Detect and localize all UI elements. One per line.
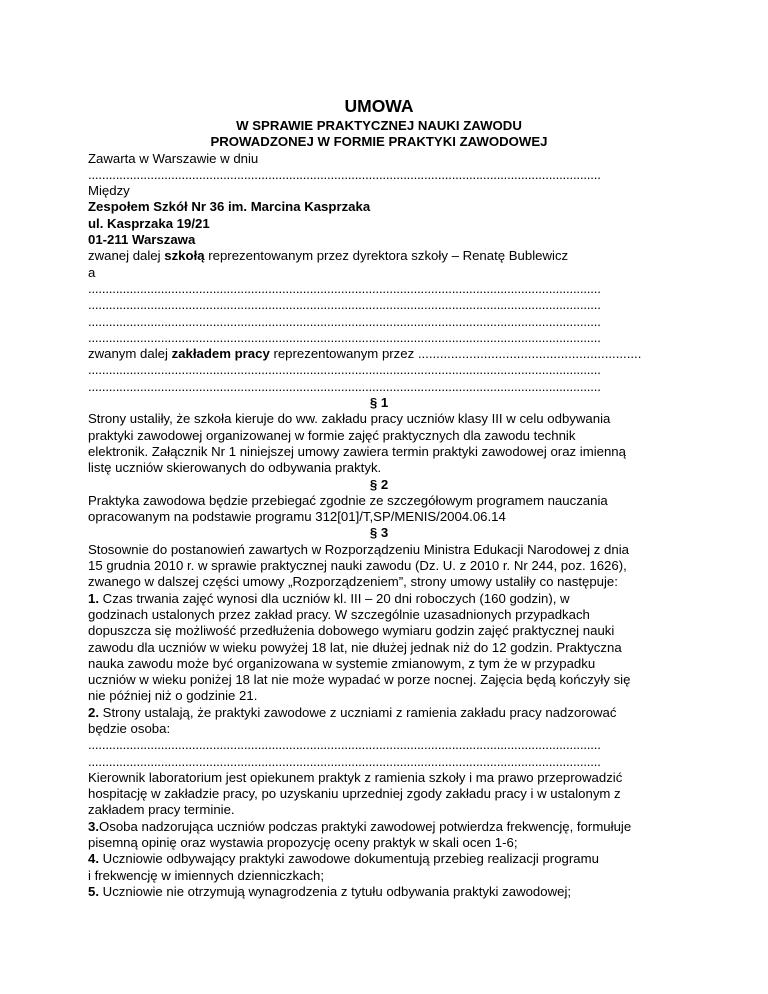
section-3-line: zwanego w dalszej części umowy „Rozporządzeniem”, strony umowy ustaliły co następuje: [88, 574, 618, 590]
workplace-fill-line-4: .................................................................................................................................................... [88, 329, 601, 345]
workplace-called-bold: zakładem pracy [171, 346, 270, 362]
item-5-number: 5. [88, 883, 99, 899]
section-3-line: Stosownie do postanowień zawartych w Rozporządzeniu Ministra Edukacji Narodowej z dnia [88, 541, 629, 557]
school-name: Zespołem Szkół Nr 36 im. Marcina Kasprzaka [88, 199, 371, 215]
section-1-heading: § 1 [369, 395, 389, 411]
school-called-bold: szkołą [164, 248, 205, 264]
school-city: 01-211 Warszawa [88, 232, 196, 248]
date-fill-line: .................................................................................................................................................... [88, 166, 601, 182]
document-title: UMOWA [344, 96, 414, 116]
item-1-text: Czas trwania zajęć wynosi dla uczniów kl. III – 20 dni roboczych (160 godzin), w [99, 590, 570, 606]
item-5-first-line [88, 884, 670, 900]
item-3-first-line [88, 819, 670, 835]
school-called-after: reprezentowanym przez dyrektora szkoły – Renatę Bublewicz [204, 248, 569, 264]
item-1-line: dopuszcza się możliwość przedłużenia dobowego wymiaru godzin zajęć praktycznej nauki [88, 623, 615, 639]
workplace-fill-line-1: .................................................................................................................................................... [88, 280, 601, 296]
section-1-line: praktyki zawodowej organizowanej w formie zajęć praktycznych dla zawodu technik [88, 427, 576, 443]
section-3-heading: § 3 [369, 525, 389, 541]
school-called-line [88, 248, 670, 264]
item-2-number: 2. [88, 704, 99, 720]
item-1-number: 1. [88, 590, 99, 606]
document-page [88, 96, 670, 900]
item-1-line: nauka zawodu może być organizowana w systemie zmianowym, z tym że w przypadku [88, 655, 596, 671]
section-1-line: elektronik. Załącznik Nr 1 niniejszej umowy zawiera termin praktyki zawodowej oraz imienną [88, 443, 626, 459]
representative-fill-line-1: .................................................................................................................................................... [88, 362, 601, 378]
section-2-line: opracowanym na podstawie programu 312[01]/T,SP/MENIS/2004.06.14 [88, 509, 506, 525]
workplace-fill-line-3: .................................................................................................................................................... [88, 313, 601, 329]
school-called-before: zwanej dalej [88, 248, 165, 264]
between-text: Między [88, 183, 130, 199]
supervisor-fill-line-1: .................................................................................................................................................... [88, 737, 601, 753]
item-4-first-line [88, 851, 670, 867]
representative-fill-line-2: .................................................................................................................................................... [88, 378, 601, 394]
supervisor-line: zakładem pracy terminie. [88, 802, 235, 818]
workplace-called-before: zwanym dalej [88, 346, 172, 362]
workplace-called-after: reprezentowanym przez [269, 346, 418, 362]
representative-fill: ............................................................. [417, 346, 642, 362]
item-2-text: Strony ustalają, że praktyki zawodowe z uczniami z ramienia zakładu pracy nadzorować [99, 704, 617, 720]
and-text: a [88, 264, 96, 280]
item-3-number: 3. [88, 818, 99, 834]
supervisor-fill-line-2: .................................................................................................................................................... [88, 753, 601, 769]
school-street: ul. Kasprzaka 19/21 [88, 215, 210, 231]
workplace-fill-line-2: .................................................................................................................................................... [88, 297, 601, 313]
item-2-line: będzie osoba: [88, 720, 171, 736]
item-5-text: Uczniowie nie otrzymują wynagrodzenia z tytułu odbywania praktyki zawodowej; [99, 883, 572, 899]
document-subtitle-line-2: PROWADZONEJ W FORMIE PRAKTYKI ZAWODOWEJ [210, 134, 548, 150]
supervisor-line: Kierownik laboratorium jest opiekunem praktyk z ramienia szkoły i ma prawo przeprowadzić [88, 769, 623, 785]
item-1-line: zawodu dla uczniów w wieku powyżej 18 lat, nie dłużej jednak niż do 12 godzin. Praktyczna [88, 639, 622, 655]
document-subtitle-line-1: W SPRAWIE PRAKTYCZNEJ NAUKI ZAWODU [236, 118, 522, 133]
section-1-line: listę uczniów skierowanych do odbywania praktyk. [88, 460, 382, 476]
item-1-line: uczniów w wieku poniżej 18 lat nie może wypadać w porze nocnej. Zajęcia będą kończyły się [88, 672, 631, 688]
workplace-called-line [88, 346, 670, 362]
supervisor-line: hospitację w zakładzie pracy, po uzyskaniu uprzedniej zgody zakładu pracy i w ustalonym z [88, 786, 621, 802]
section-2-heading: § 2 [369, 476, 389, 492]
item-3-line: pisemną opinię oraz wystawia propozycję oceny praktyk w skali ocen 1-6; [88, 835, 518, 851]
item-1-first-line [88, 591, 670, 607]
item-4-number: 4. [88, 851, 99, 867]
item-1-line: godzinach ustalonych przez zakład pracy. W szczególnie uzasadnionych przypadkach [88, 606, 590, 622]
item-4-text: Uczniowie odbywający praktyki zawodowe dokumentują przebieg realizacji programu [99, 851, 599, 867]
intro-text: Zawarta w Warszawie w dniu [88, 150, 259, 166]
section-1-line: Strony ustaliły, że szkoła kieruje do ww. zakładu pracy uczniów klasy III w celu odbywania [88, 411, 611, 427]
item-2-first-line [88, 705, 670, 721]
section-2-line: Praktyka zawodowa będzie przebiegać zgodnie ze szczegółowym programem nauczania [88, 492, 608, 508]
item-3-text: Osoba nadzorująca uczniów podczas praktyki zawodowej potwierdza frekwencję, formułuje [99, 818, 632, 834]
item-4-line: i frekwencję w imiennych dzienniczkach; [88, 867, 325, 883]
item-1-line: nie później niż o godzinie 21. [88, 688, 258, 704]
section-3-line: 15 grudnia 2010 r. w sprawie praktycznej nauki zawodu (Dz. U. z 2010 r. Nr 244, poz. 1626), [88, 558, 627, 574]
